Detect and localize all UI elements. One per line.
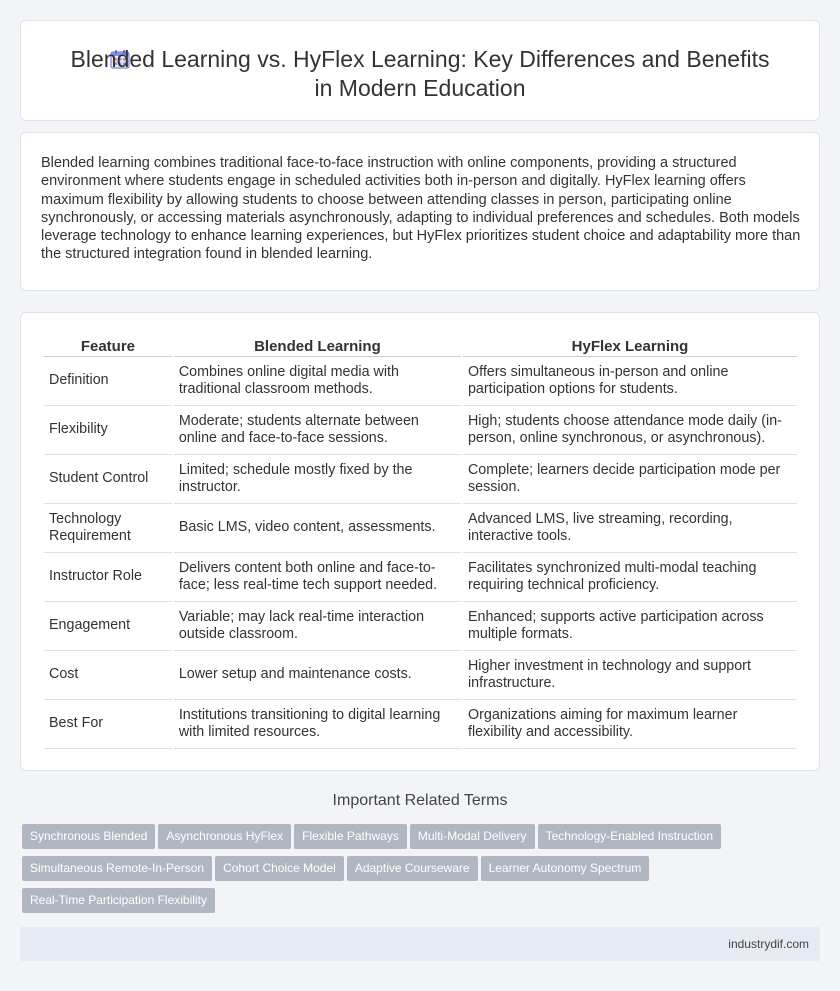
- row-hyflex: High; students choose attendance mode daily (in-person, online synchronous, or asynchronous).: [463, 406, 797, 455]
- row-feature: Technology Requirement: [44, 504, 172, 553]
- row-feature: Best For: [44, 700, 172, 749]
- row-blended: Lower setup and maintenance costs.: [174, 651, 461, 700]
- comparison-card: [20, 312, 820, 771]
- row-blended: Limited; schedule mostly fixed by the instructor.: [174, 455, 461, 504]
- row-blended: Combines online digital media with traditional classroom methods.: [174, 357, 461, 406]
- table-row: [44, 357, 797, 406]
- footer-bar: [20, 927, 820, 961]
- row-hyflex: Advanced LMS, live streaming, recording, interactive tools.: [463, 504, 797, 553]
- table-row: [44, 504, 797, 553]
- related-term-tag[interactable]: Real-Time Participation Flexibility: [22, 888, 215, 913]
- related-term-tag[interactable]: Technology-Enabled Instruction: [538, 824, 721, 849]
- title-card: [20, 20, 820, 121]
- related-term-tag[interactable]: Flexible Pathways: [294, 824, 407, 849]
- table-row: [44, 553, 797, 602]
- table-row: [44, 455, 797, 504]
- related-term-tag[interactable]: Simultaneous Remote-In-Person: [22, 856, 212, 881]
- related-term-tag[interactable]: Asynchronous HyFlex: [158, 824, 291, 849]
- row-blended: Moderate; students alternate between online and face-to-face sessions.: [174, 406, 461, 455]
- related-term-tag[interactable]: Multi-Modal Delivery: [410, 824, 535, 849]
- row-feature: Engagement: [44, 602, 172, 651]
- intro-card: [20, 132, 820, 291]
- related-terms-list: [22, 824, 802, 920]
- row-hyflex: Enhanced; supports active participation across multiple formats.: [463, 602, 797, 651]
- related-term-tag[interactable]: Cohort Choice Model: [215, 856, 344, 881]
- row-hyflex: Complete; learners decide participation mode per session.: [463, 455, 797, 504]
- table-row: [44, 651, 797, 700]
- intro-paragraph: Blended learning combines traditional face-to-face instruction with online components, providing a structured environment where students engage in scheduled activities both in-person and digitally. HyFlex learning offers maximum flexibility by allowing students to choose between attending classes in person, participating online synchronously, or accessing materials asynchronously, adapting to individual preferences and schedules. Both models leverage technology to enhance learning experiences, but HyFlex prioritizes student choice and adaptability more than the structured integration found in blended learning.: [41, 155, 801, 263]
- table-header-row: [44, 335, 797, 357]
- related-term-tag[interactable]: Synchronous Blended: [22, 824, 155, 849]
- page-title: Blended Learning vs. HyFlex Learning: Key Differences and Benefits in Modern Education: [70, 46, 770, 101]
- table-row: [44, 602, 797, 651]
- table-row: [44, 406, 797, 455]
- row-feature: Flexibility: [44, 406, 172, 455]
- row-blended: Institutions transitioning to digital learning with limited resources.: [174, 700, 461, 749]
- table-row: [44, 700, 797, 749]
- row-hyflex: Higher investment in technology and support infrastructure.: [463, 651, 797, 700]
- header-blended: Blended Learning: [174, 335, 461, 357]
- row-blended: Delivers content both online and face-to-face; less real-time tech support needed.: [174, 553, 461, 602]
- related-terms-title: Important Related Terms: [332, 792, 508, 809]
- header-hyflex: HyFlex Learning: [463, 335, 797, 357]
- footer-site-link[interactable]: industrydif.com: [728, 937, 809, 951]
- related-term-tag[interactable]: Learner Autonomy Spectrum: [481, 856, 650, 881]
- row-feature: Definition: [44, 357, 172, 406]
- row-hyflex: Offers simultaneous in-person and online participation options for students.: [463, 357, 797, 406]
- row-hyflex: Facilitates synchronized multi-modal teaching requiring technical proficiency.: [463, 553, 797, 602]
- row-feature: Instructor Role: [44, 553, 172, 602]
- related-term-tag[interactable]: Adaptive Courseware: [347, 856, 478, 881]
- row-feature: Student Control: [44, 455, 172, 504]
- row-hyflex: Organizations aiming for maximum learner flexibility and accessibility.: [463, 700, 797, 749]
- row-feature: Cost: [44, 651, 172, 700]
- row-blended: Variable; may lack real-time interaction outside classroom.: [174, 602, 461, 651]
- row-blended: Basic LMS, video content, assessments.: [174, 504, 461, 553]
- header-feature: Feature: [44, 335, 172, 357]
- comparison-table: [42, 335, 799, 749]
